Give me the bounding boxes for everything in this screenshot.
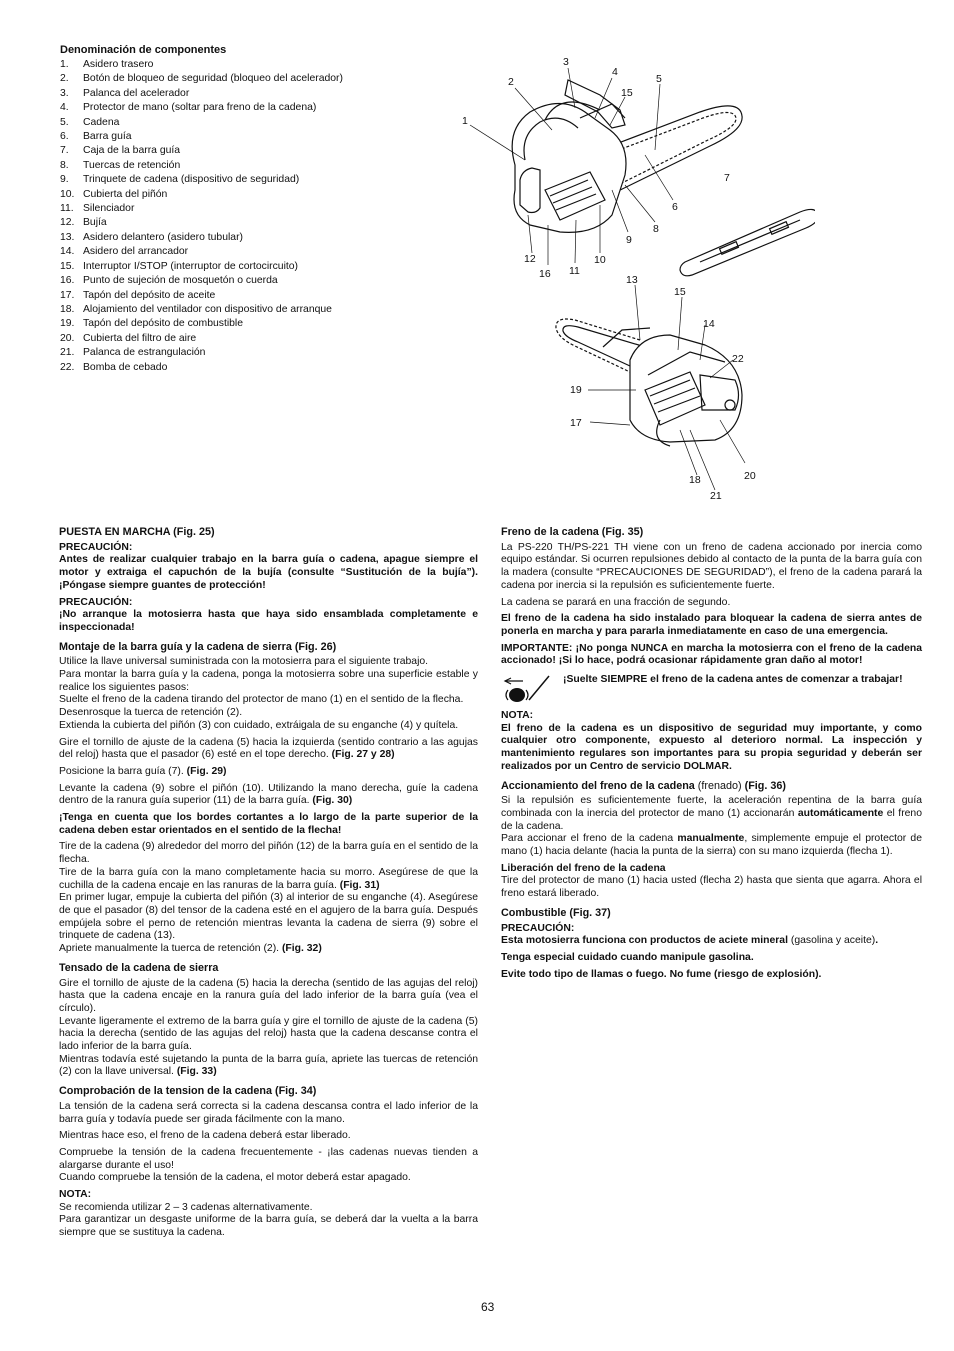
note-label: NOTA: [59,1189,92,1201]
fig-top-label-12: 12 [524,253,536,265]
fig-top-label-10: 10 [594,254,606,266]
fig-bottom-label-15: 15 [674,286,686,298]
note-label: NOTA: [501,710,534,722]
paragraph: Para montar la barra guía y la cadena, ponga la motosierra sobre una superficie estable y realice los siguientes pasos: [59,669,478,693]
component-name: Tapón del depósito de aceite [83,289,216,301]
subheading-release: Liberación del freno de la cadena [501,862,666,874]
component-number: 11. [60,203,74,215]
fig-bottom-label-17: 17 [570,417,582,429]
paragraph: La tensión de la cadena será correcta si la cadena descansa contra el lado inferior de la barra guía y todavía puede ser girada fácilmente con la mano. [59,1100,478,1125]
fig-bottom-label-18: 18 [689,474,701,486]
component-item [60,216,460,230]
caution-text-2: ¡No arranque la motosierra hasta que haya sido ensamblada completamente e inspeccionada! [59,609,478,633]
fig-top-label-11: 11 [569,265,580,277]
paragraph: Extienda la cubierta del piñón (3) con cuidado, extráigala de su enganche (4) y quítela. [59,719,459,731]
paragraph: Cuando compruebe la tensión de la cadena, el motor deberá estar apagado. [59,1172,411,1184]
component-item [60,159,460,173]
paragraph: La PS-220 TH/PS-221 TH viene con un freno de cadena accionado por inercia como equipo estándar. Si ocurren repulsiones debido al contacto de la punta de la barra guía con la madera (consulte “PRECAUCIONES DE SEGURIDAD”), el freno de la cadena parará la cadena por inercia si la repulsión es suficientemente fuerte. [501,541,922,591]
component-name: Protector de mano (soltar para freno de la cadena) [83,102,317,114]
paragraph-bold: Evite todo tipo de llamas o fuego. No fume (riesgo de explosión). [501,968,822,980]
paragraph [59,766,478,779]
component-number: 14. [60,246,75,258]
caution-label-1: PRECAUCIÓN: [59,541,133,553]
component-number: 19. [60,318,75,330]
component-item [60,245,460,259]
page-number: 63 [481,1300,495,1314]
component-number: 9. [60,174,69,186]
component-name: Palanca de estrangulación [83,347,206,359]
component-number: 7. [60,145,69,157]
section-heading-brake: Freno de la cadena (Fig. 35) [501,526,644,538]
paragraph [501,935,922,948]
left-column [59,526,478,1240]
fig-top-label-5: 5 [656,73,662,85]
paragraph-text: Gire el tornillo de ajuste de la cadena (5) hacia la izquierda (sentido contrario a las agujas del reloj) hasta que el pasador (6) esté en el tope derecho. [59,736,478,761]
component-number: 2. [60,73,69,85]
component-number: 12. [60,217,75,229]
fig-top-label-2: 2 [508,76,514,88]
component-item [60,173,460,187]
paragraph-bold: Tenga especial cuidado cuando manipule gasolina. [501,951,754,963]
caution-label: PRECAUCIÓN: [501,922,575,934]
fig-bottom-label-13: 13 [626,274,638,286]
figure-ref: (Fig. 29) [186,765,227,777]
paragraph: Suelte el freno de la cadena tirando del protector de mano (1) en el sentido de la flecha. [59,694,464,706]
paragraph: Levante ligeramente el extremo de la barra guía y gire el tornillo de ajuste de la cadena (5) hacia la derecha (sentido de las agujas del reloj) hasta que la cadena descanse contra el lado inferior de la barra guía. [59,1015,478,1053]
brake-release-text: ¡Suelte SIEMPRE el freno de la cadena antes de comenzar a trabajar! [563,674,903,686]
heading-qualifier: (frenado) [697,779,742,792]
fig-top-label-4: 4 [612,66,618,78]
component-item [60,274,460,288]
fig-top-label-6: 6 [672,201,678,213]
emphasis: manualmente [677,833,745,845]
chainsaw-figure-bottom [550,280,770,500]
component-name: Cubierta del piñón [83,188,168,200]
component-number: 8. [60,159,69,171]
component-item [60,130,460,144]
figure-ref: (Fig. 27 y 28) [331,749,395,761]
paragraph-text: Si la repulsión es suficientemente fuerte, la aceleración repentina de la barra guía combinada con la inercia del protector de mano (1) accionarán [501,795,922,819]
paragraph: Utilice la llave universal suministrada con la motosierra para el siguiente trabajo. [59,656,429,668]
component-name: Asidero delantero (asidero tubular) [83,231,243,243]
brake-release-notice [501,672,922,704]
figure-ref: (Fig. 32) [281,943,322,955]
component-name: Interruptor I/STOP (interruptor de cortocircuito) [83,260,299,272]
component-number: 4. [60,102,69,114]
paragraph: En primer lugar, empuje la cubierta del piñón (3) al interior de su enganche (4). Asegúrese de que el pasador (8) del tensor de la cadena esté en el agujero de la barra guía. Después empújela sobre el perno de retención mientras levanta la cadena de sierra (9) sobre el trinquete de cadena (13). [59,892,478,942]
component-name: Caja de la barra guía [83,145,181,157]
paragraph-text: Mientras todavía esté sujetando la punta de la barra guía, apriete las tuercas de retención (2) con la llave universal. [59,1053,478,1078]
fig-top-label-16: 16 [539,268,551,280]
component-name: Bomba de cebado [83,361,168,373]
fig-bottom-label-22: 22 [732,353,744,365]
heading-text: Accionamiento del freno de la cadena [501,779,695,792]
component-number: 16. [60,275,75,287]
paragraph-bold: El freno de la cadena ha sido instalado para bloquear la cadena de sierra antes de ponerla en marcha y para pararla inmediatamente en caso de una emergencia. [501,613,922,637]
paragraph: Compruebe la tensión de la cadena frecuentemente - ¡las cadenas nuevas tienden a alargarse durante el uso! [59,1146,478,1171]
paragraph-text: Posicione la barra guía (7). [59,765,184,777]
component-number: 6. [60,131,69,143]
component-number: 1. [60,59,69,70]
section-heading-tension: Tensado de la cadena de sierra [59,961,219,974]
note-text: El freno de la cadena es un dispositivo de seguridad muy importante, y como cualquier otro componente, expuesto al deterioro normal. La inspección y mantenimiento regulares son importantes para su propia seguridad y deberán ser realizados por un Centro de servicio DOLMAR. [501,722,922,772]
component-item [60,317,460,331]
paragraph: Se recomienda utilizar 2 – 3 cadenas alternativamente. [59,1201,313,1213]
paragraph: Para garantizar un desgaste uniforme de la barra guía, se deberá dar la vuelta a la barra siempre que se sustituya la cadena. [59,1214,478,1239]
brake-release-icon [501,672,557,704]
paragraph: Gire el tornillo de ajuste de la cadena (5) hacia la derecha (sentido de las agujas del reloj) hasta que la cadena encaje en la ranura guía del lado inferior de la barra guía (vea el círculo). [59,977,478,1014]
component-name: Trinquete de cadena (dispositivo de seguridad) [83,174,300,186]
section-heading-fuel: Combustible (Fig. 37) [501,906,611,919]
fig-top-label-3: 3 [563,56,569,68]
component-item [60,87,460,101]
component-items [60,58,460,375]
component-name: Tuercas de retención [83,159,181,171]
paragraph-text: Tire de la barra guía con la mano completamente hacia su morro. Asegúrese de que la cuchilla de la cadena encaje en las ranuras de la barra guía. [59,866,478,891]
component-number: 13. [60,231,75,243]
component-item [60,303,460,317]
fig-bottom-label-20: 20 [744,470,756,482]
paragraph: Mientras hace eso, el freno de la cadena deberá estar liberado. [59,1130,351,1142]
component-name: Palanca del acelerador [83,87,190,99]
component-name: Punto de sujeción de mosquetón o cuerda [83,275,278,287]
paragraph: Tire de la cadena (9) alrededor del morro del piñón (12) de la barra guía en el sentido de la flecha. [59,841,478,866]
component-item [60,116,460,130]
paragraph [501,833,922,858]
important-text: IMPORTANTE: ¡No ponga NUNCA en marcha la motosierra con el freno de la cadena accionado! ¡Si lo hace, podrá ocasionar rápidamente gran daño al motor! [501,642,922,667]
paragraph: Desenrosque la tuerca de retención (2). [59,707,243,719]
punctuation: . [875,935,879,947]
paragraph-text: Esta motosierra funciona con productos de aciete mineral [501,935,788,947]
paragraph [59,867,478,892]
component-number: 21. [60,347,75,359]
paragraph-text: el freno de la cadena. [501,807,922,832]
paragraph-text: Para accionar el freno de la cadena [501,833,674,845]
emphasis: automáticamente [797,807,884,819]
paragraph: La cadena se parará en una fracción de segundo. [501,596,731,608]
fig-top-label-7: 7 [724,172,730,184]
warning-text: ¡Tenga en cuenta que los bordes cortantes a lo largo de la parte superior de la cadena deben estar orientados en el sentido de la flecha! [59,812,478,836]
right-column [501,526,922,985]
component-list [60,44,460,375]
component-name: Botón de bloqueo de seguridad (bloqueo del acelerador) [83,73,343,85]
fig-bottom-label-21: 21 [710,490,722,502]
fig-top-label-15: 15 [621,87,633,99]
caution-label-2: PRECAUCIÓN: [59,596,133,608]
component-item [60,58,460,72]
paragraph [59,943,478,956]
section-heading-activation [501,780,922,793]
paragraph [501,795,922,833]
paragraph-text: , simplemente empuje el protector de mano (1) hacia delante (hacia la punta de la sierra) con su mano izquierda (flecha 1). [501,833,922,858]
figure-ref: (Fig. 31) [339,879,380,891]
paragraph [59,737,478,762]
component-item [60,361,460,375]
component-number: 17. [60,289,75,301]
figure-ref: (Fig. 36) [744,779,786,792]
component-list-title: Denominación de componentes [60,44,227,56]
paragraph-text: (gasolina y aceite) [790,935,876,947]
paragraph-text: Apriete manualmente la tuerca de retención (2). [59,943,280,955]
component-number: 22. [60,361,75,373]
figure-ref: (Fig. 33) [176,1066,217,1078]
fig-bottom-label-14: 14 [703,318,715,330]
paragraph-text: Levante la cadena (9) sobre el piñón (10). Utilizando la mano derecha, guíe la cadena dentro de la ranura guía superior (11) de la barra guía. [59,782,478,807]
component-item [60,202,460,216]
fig-bottom-label-19: 19 [570,384,582,396]
component-name: Asidero del arrancador [83,246,189,258]
fig-top-label-1: 1 [462,115,468,127]
section-heading-assembly: Montaje de la barra guía y la cadena de sierra (Fig. 26) [59,640,337,653]
component-item [60,72,460,86]
fig-top-label-9: 9 [626,234,632,246]
component-item [60,346,460,360]
component-name: Bujía [83,217,107,229]
component-item [60,260,460,274]
component-item [60,231,460,245]
component-name: Barra guía [83,131,132,143]
component-number: 5. [60,116,69,128]
component-number: 20. [60,332,75,344]
component-number: 15. [60,260,75,272]
component-item [60,144,460,158]
component-item [60,289,460,303]
component-name: Tapón del depósito de combustible [83,318,244,330]
component-name: Silenciador [83,203,135,215]
component-number: 3. [60,87,69,99]
fig-top-label-8: 8 [653,223,659,235]
component-name: Cubierta del filtro de aire [83,332,197,344]
component-item [60,332,460,346]
paragraph [59,783,478,808]
section-heading-check: Comprobación de la tension de la cadena (Fig. 34) [59,1085,317,1098]
component-name: Cadena [83,116,120,128]
paragraph: Tire del protector de mano (1) hacia usted (flecha 2) hasta que sienta que agarra. Ahora el freno estará liberado. [501,875,922,900]
component-name: Asidero trasero [83,59,154,70]
component-name: Alojamiento del ventilador con dispositivo de arranque [83,303,332,315]
section-heading-start: PUESTA EN MARCHA (Fig. 25) [59,526,215,538]
component-item [60,101,460,115]
caution-text-1: Antes de realizar cualquier trabajo en la barra guía o cadena, apague siempre el motor y extraiga el capuchón de la bujía (consulte “Sustitución de la bujía”). ¡Póngase siempre guantes de protección! [59,554,478,591]
component-number: 18. [60,303,75,315]
paragraph [59,1054,478,1079]
figure-ref: (Fig. 30) [312,795,353,807]
component-number: 10. [60,188,75,200]
component-item [60,188,460,202]
